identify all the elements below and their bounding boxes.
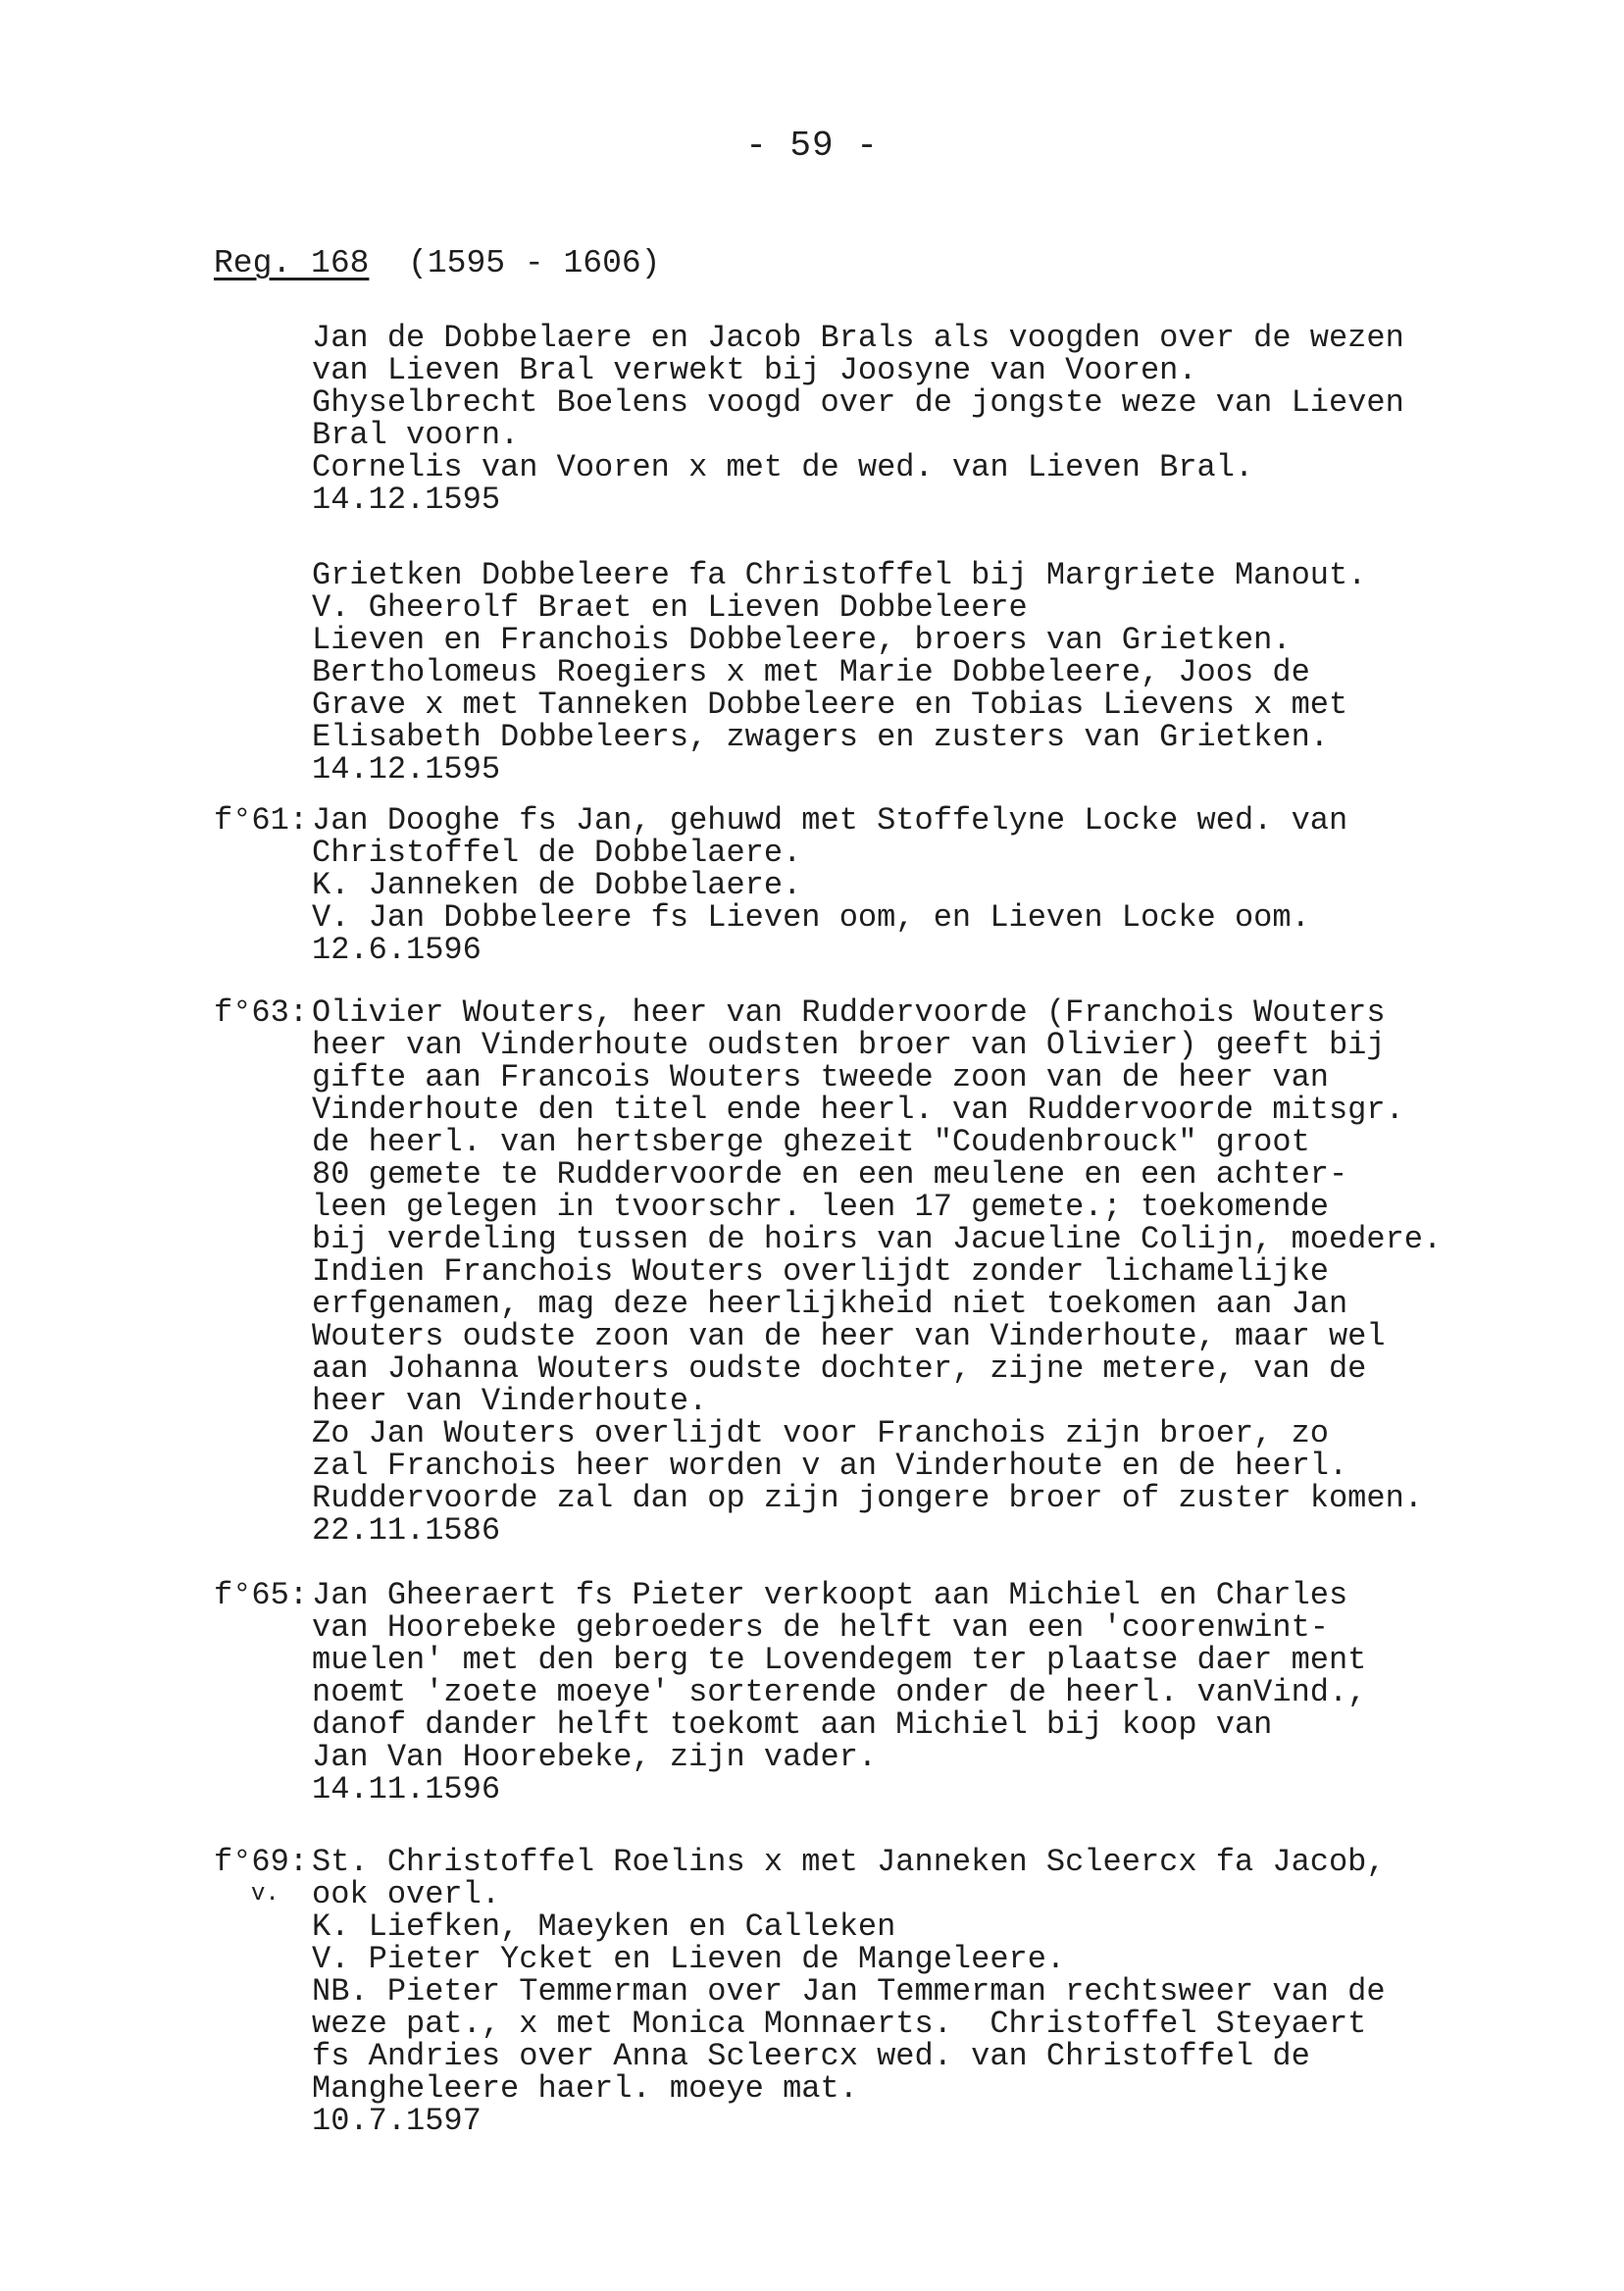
- register-heading: [214, 245, 661, 281]
- entry-line: heer van Vinderhoute.: [312, 1383, 708, 1419]
- entry-line: K. Janneken de Dobbelaere.: [312, 867, 802, 903]
- folio-reference: f°63:: [214, 994, 309, 1031]
- entry-line: NB. Pieter Temmerman over Jan Temmerman rechtsweer van de: [312, 1973, 1386, 2010]
- entry-line: 14.12.1595: [312, 751, 501, 788]
- register-entry: [214, 322, 1587, 516]
- register-label: Reg. 168: [214, 245, 370, 281]
- entry-line: Lieven en Franchois Dobbeleere, broers van Grietken.: [312, 622, 1292, 658]
- entry-line: Grave x met Tanneken Dobbeleere en Tobias Lievens x met: [312, 687, 1348, 723]
- entry-line: Bertholomeus Roegiers x met Marie Dobbeleere, Joos de: [312, 654, 1310, 690]
- register-period: (1595 - 1606): [408, 245, 661, 281]
- register-entry: [214, 1846, 1587, 2137]
- entry-line: Indien Franchois Wouters overlijdt zonder lichamelijke: [312, 1253, 1329, 1290]
- entry-line: Zo Jan Wouters overlijdt voor Franchois zijn broer, zo: [312, 1415, 1329, 1451]
- entry-line: Jan Dooghe fs Jan, gehuwd met Stoffelyne Locke wed. van: [312, 802, 1348, 839]
- register-entry: [214, 804, 1587, 966]
- entry-text: [312, 1579, 1587, 1806]
- entry-line: St. Christoffel Roelins x met Janneken Scleercx fa Jacob,: [312, 1844, 1386, 1880]
- entry-line: erfgenamen, mag deze heerlijkheid niet toekomen aan Jan: [312, 1286, 1348, 1322]
- entry-line: 22.11.1586: [312, 1512, 501, 1549]
- entry-line: Jan de Dobbelaere en Jacob Brals als voogden over de wezen: [312, 320, 1404, 356]
- entry-line: V. Gheerolf Braet en Lieven Dobbeleere: [312, 589, 1028, 626]
- entry-line: leen gelegen in tvoorschr. leen 17 gemete.; toekomende: [312, 1189, 1329, 1225]
- entry-text: [312, 996, 1587, 1547]
- entry-line: V. Pieter Ycket en Lieven de Mangeleere.: [312, 1941, 1066, 1977]
- entry-line: zal Franchois heer worden v an Vinderhoute en de heerl.: [312, 1448, 1348, 1484]
- entry-line: van Lieven Bral verwekt bij Joosyne van Vooren.: [312, 352, 1197, 388]
- entry-line: Bral voorn.: [312, 417, 520, 453]
- entry-text: [312, 804, 1587, 966]
- register-entry: [214, 996, 1587, 1547]
- folio-verso-mark: v.: [251, 1881, 279, 1908]
- entry-line: Ruddervoorde zal dan op zijn jongere broer of zuster komen.: [312, 1480, 1423, 1516]
- entry-line: ook overl.: [312, 1876, 501, 1912]
- folio-reference: f°65:: [214, 1577, 309, 1613]
- page-number: - 59 -: [745, 126, 879, 166]
- entry-line: van Hoorebeke gebroeders de helft van een 'coorenwint-: [312, 1609, 1329, 1646]
- entry-line: danof dander helft toekomt aan Michiel bij koop van: [312, 1706, 1273, 1743]
- entry-line: noemt 'zoete moeye' sorterende onder de heerl. vanVind.,: [312, 1674, 1367, 1710]
- entry-line: Mangheleere haerl. moeye mat.: [312, 2070, 858, 2107]
- folio-reference: f°69:: [214, 1844, 309, 1880]
- entry-line: Olivier Wouters, heer van Ruddervoorde (Franchois Wouters: [312, 994, 1386, 1031]
- entry-line: muelen' met den berg te Lovendegem ter plaatse daer ment: [312, 1642, 1367, 1678]
- entry-line: Ghyselbrecht Boelens voogd over de jongste weze van Lieven: [312, 384, 1404, 421]
- entry-line: Jan Van Hoorebeke, zijn vader.: [312, 1739, 878, 1775]
- entry-line: Vinderhoute den titel ende heerl. van Ruddervoorde mitsgr.: [312, 1092, 1404, 1128]
- entry-text: [312, 322, 1587, 516]
- entry-line: 14.12.1595: [312, 482, 501, 518]
- entry-text: [312, 559, 1587, 786]
- entry-line: Cornelis van Vooren x met de wed. van Lieven Bral.: [312, 449, 1254, 485]
- register-entry: [214, 559, 1587, 786]
- folio-reference: f°61:: [214, 802, 309, 839]
- entry-line: Christoffel de Dobbelaere.: [312, 835, 802, 871]
- entry-line: weze pat., x met Monica Monnaerts. Christoffel Steyaert: [312, 2006, 1367, 2042]
- entry-line: de heerl. van hertsberge ghezeit "Coudenbrouck" groot: [312, 1124, 1310, 1160]
- entry-line: K. Liefken, Maeyken en Calleken: [312, 1909, 896, 1945]
- entry-line: Grietken Dobbeleere fa Christoffel bij Margriete Manout.: [312, 557, 1367, 593]
- entry-line: heer van Vinderhoute oudsten broer van Olivier) geeft bij: [312, 1027, 1386, 1063]
- register-entry: [214, 1579, 1587, 1806]
- entry-line: Jan Gheeraert fs Pieter verkoopt aan Michiel en Charles: [312, 1577, 1348, 1613]
- entry-line: gifte aan Francois Wouters tweede zoon van de heer van: [312, 1059, 1329, 1095]
- entry-text: [312, 1846, 1587, 2137]
- entry-line: fs Andries over Anna Scleercx wed. van Christoffel de: [312, 2038, 1310, 2074]
- entry-line: 80 gemete te Ruddervoorde en een meulene en een achter-: [312, 1156, 1348, 1193]
- entry-line: V. Jan Dobbeleere fs Lieven oom, en Lieven Locke oom.: [312, 899, 1310, 936]
- entry-line: aan Johanna Wouters oudste dochter, zijne metere, van de: [312, 1350, 1367, 1387]
- entry-line: 12.6.1596: [312, 932, 482, 968]
- entry-line: 10.7.1597: [312, 2103, 482, 2139]
- entry-line: Elisabeth Dobbeleers, zwagers en zusters van Grietken.: [312, 719, 1329, 755]
- entry-line: 14.11.1596: [312, 1771, 501, 1807]
- entry-line: Wouters oudste zoon van de heer van Vinderhoute, maar wel: [312, 1318, 1386, 1354]
- entry-line: bij verdeling tussen de hoirs van Jacueline Colijn, moedere.: [312, 1221, 1443, 1257]
